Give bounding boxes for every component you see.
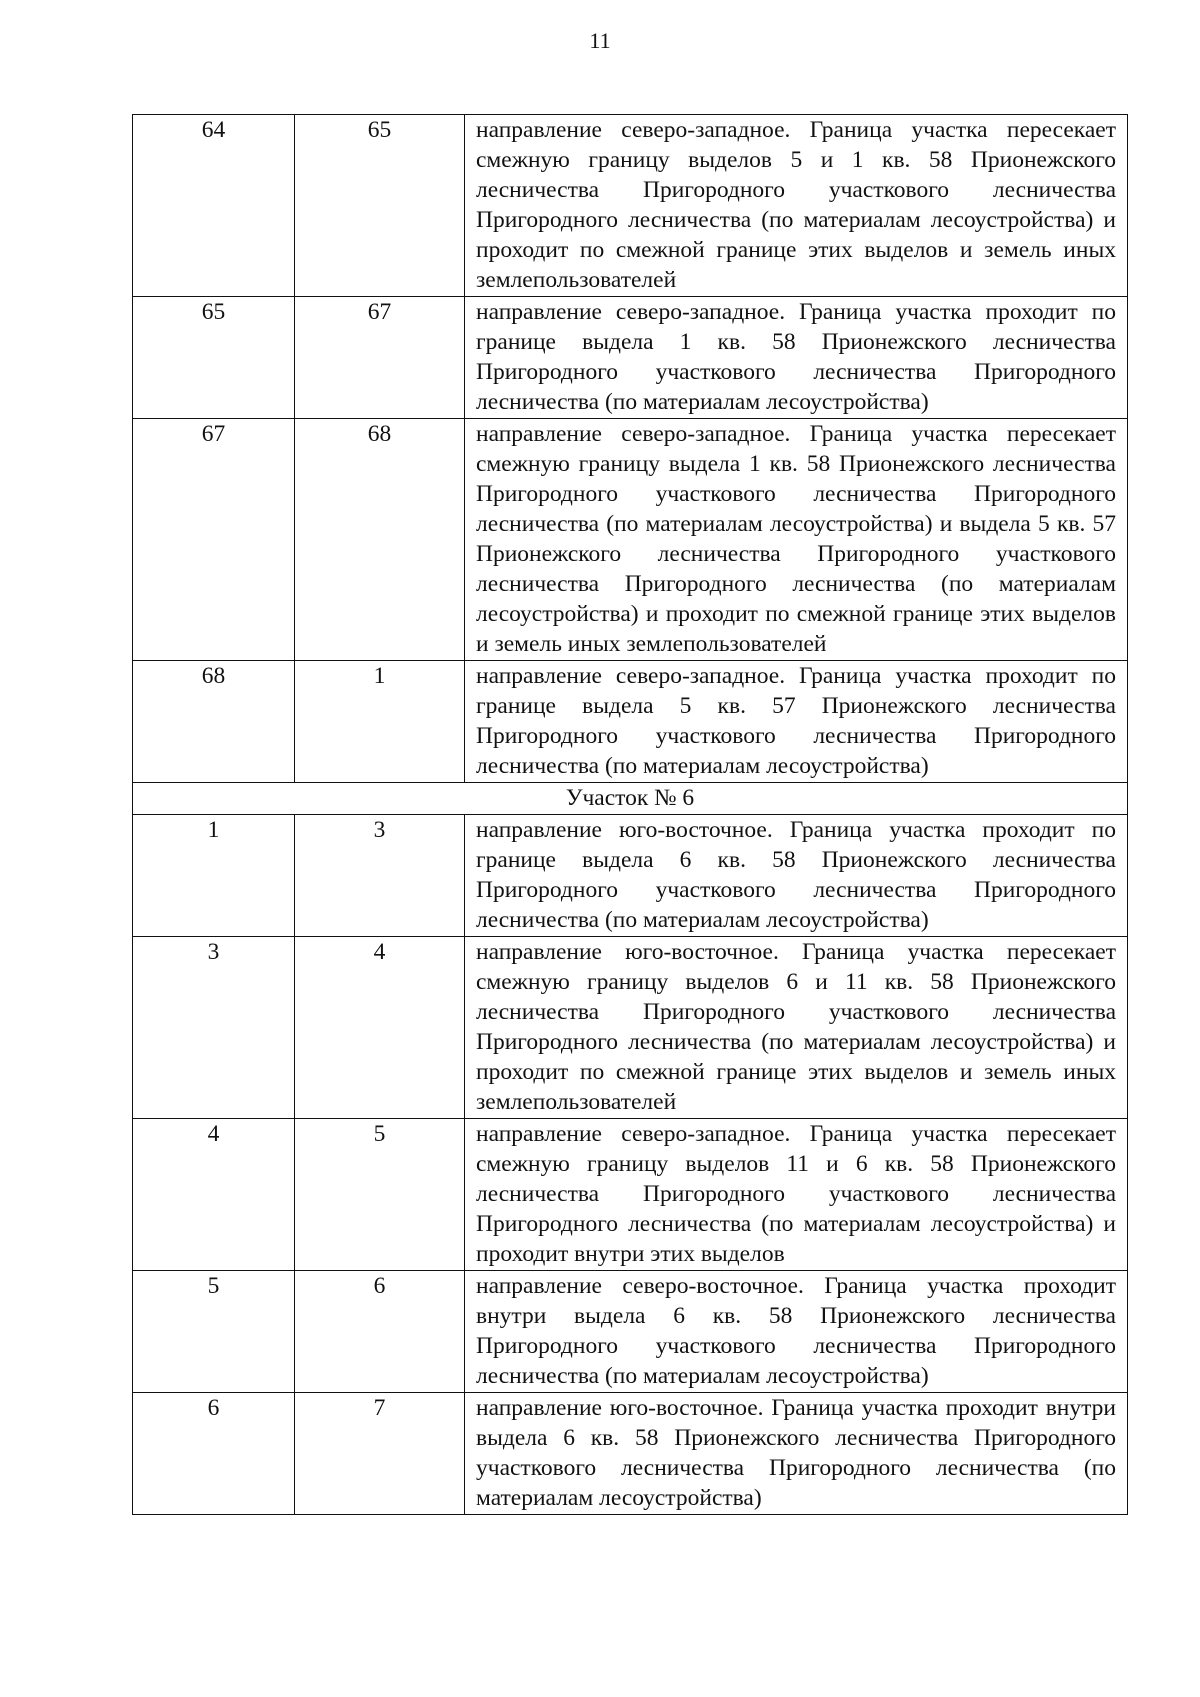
section-header-row: [133, 783, 1128, 815]
table-row: [133, 1393, 1128, 1515]
table-row: [133, 297, 1128, 419]
table-row: [133, 661, 1128, 783]
table-row: [133, 937, 1128, 1119]
from-point-cell: 5: [133, 1271, 295, 1393]
description-cell: направление юго-восточное. Граница участка проходит по границе выдела 6 кв. 58 Прионежского лесничества Пригородного участкового лесничества Пригородного лесничества (по материалам лесоустройства): [465, 815, 1128, 937]
to-point-cell: 68: [295, 419, 465, 661]
table-row: [133, 1271, 1128, 1393]
to-point-cell: 65: [295, 115, 465, 297]
from-point-cell: 65: [133, 297, 295, 419]
from-point-cell: 3: [133, 937, 295, 1119]
to-point-cell: 3: [295, 815, 465, 937]
from-point-cell: 4: [133, 1119, 295, 1271]
from-point-cell: 64: [133, 115, 295, 297]
to-point-cell: 4: [295, 937, 465, 1119]
to-point-cell: 6: [295, 1271, 465, 1393]
table-row: [133, 419, 1128, 661]
description-cell: направление северо-западное. Граница участка пересекает смежную границу выделов 11 и 6 кв. 58 Прионежского лесничества Пригородного участкового лесничества Пригородного лесничества (по материалам лесоустройства) и проходит внутри этих выделов: [465, 1119, 1128, 1271]
to-point-cell: 67: [295, 297, 465, 419]
from-point-cell: 1: [133, 815, 295, 937]
boundary-description-table: [132, 114, 1128, 1515]
table-row: [133, 115, 1128, 297]
from-point-cell: 68: [133, 661, 295, 783]
table-row: [133, 1119, 1128, 1271]
from-point-cell: 6: [133, 1393, 295, 1515]
from-point-cell: 67: [133, 419, 295, 661]
table-row: [133, 815, 1128, 937]
to-point-cell: 1: [295, 661, 465, 783]
to-point-cell: 7: [295, 1393, 465, 1515]
description-cell: направление северо-западное. Граница участка пересекает смежную границу выделов 5 и 1 кв. 58 Прионежского лесничества Пригородного участкового лесничества Пригородного лесничества (по материалам лесоустройства) и проходит по смежной границе этих выделов и земель иных землепользователей: [465, 115, 1128, 297]
description-cell: направление северо-западное. Граница участка пересекает смежную границу выдела 1 кв. 58 Прионежского лесничества Пригородного участкового лесничества Пригородного лесничества (по материалам лесоустройства) и выдела 5 кв. 57 Прионежского лесничества Пригородного участкового лесничества Пригородного лесничества (по материалам лесоустройства) и проходит по смежной границе этих выделов и земель иных землепользователей: [465, 419, 1128, 661]
description-cell: направление юго-восточное. Граница участка пересекает смежную границу выделов 6 и 11 кв. 58 Прионежского лесничества Пригородного участкового лесничества Пригородного лесничества (по материалам лесоустройства) и проходит по смежной границе этих выделов и земель иных землепользователей: [465, 937, 1128, 1119]
description-cell: направление северо-западное. Граница участка проходит по границе выдела 1 кв. 58 Прионежского лесничества Пригородного участкового лесничества Пригородного лесничества (по материалам лесоустройства): [465, 297, 1128, 419]
to-point-cell: 5: [295, 1119, 465, 1271]
description-cell: направление северо-восточное. Граница участка проходит внутри выдела 6 кв. 58 Прионежского лесничества Пригородного участкового лесничества Пригородного лесничества (по материалам лесоустройства): [465, 1271, 1128, 1393]
page-number: 11: [589, 28, 611, 53]
section-title: Участок № 6: [133, 783, 1128, 815]
description-cell: направление северо-западное. Граница участка проходит по границе выдела 5 кв. 57 Прионежского лесничества Пригородного участкового лесничества Пригородного лесничества (по материалам лесоустройства): [465, 661, 1128, 783]
description-cell: направление юго-восточное. Граница участка проходит внутри выдела 6 кв. 58 Прионежского лесничества Пригородного участкового лесничества Пригородного лесничества (по материалам лесоустройства): [465, 1393, 1128, 1515]
